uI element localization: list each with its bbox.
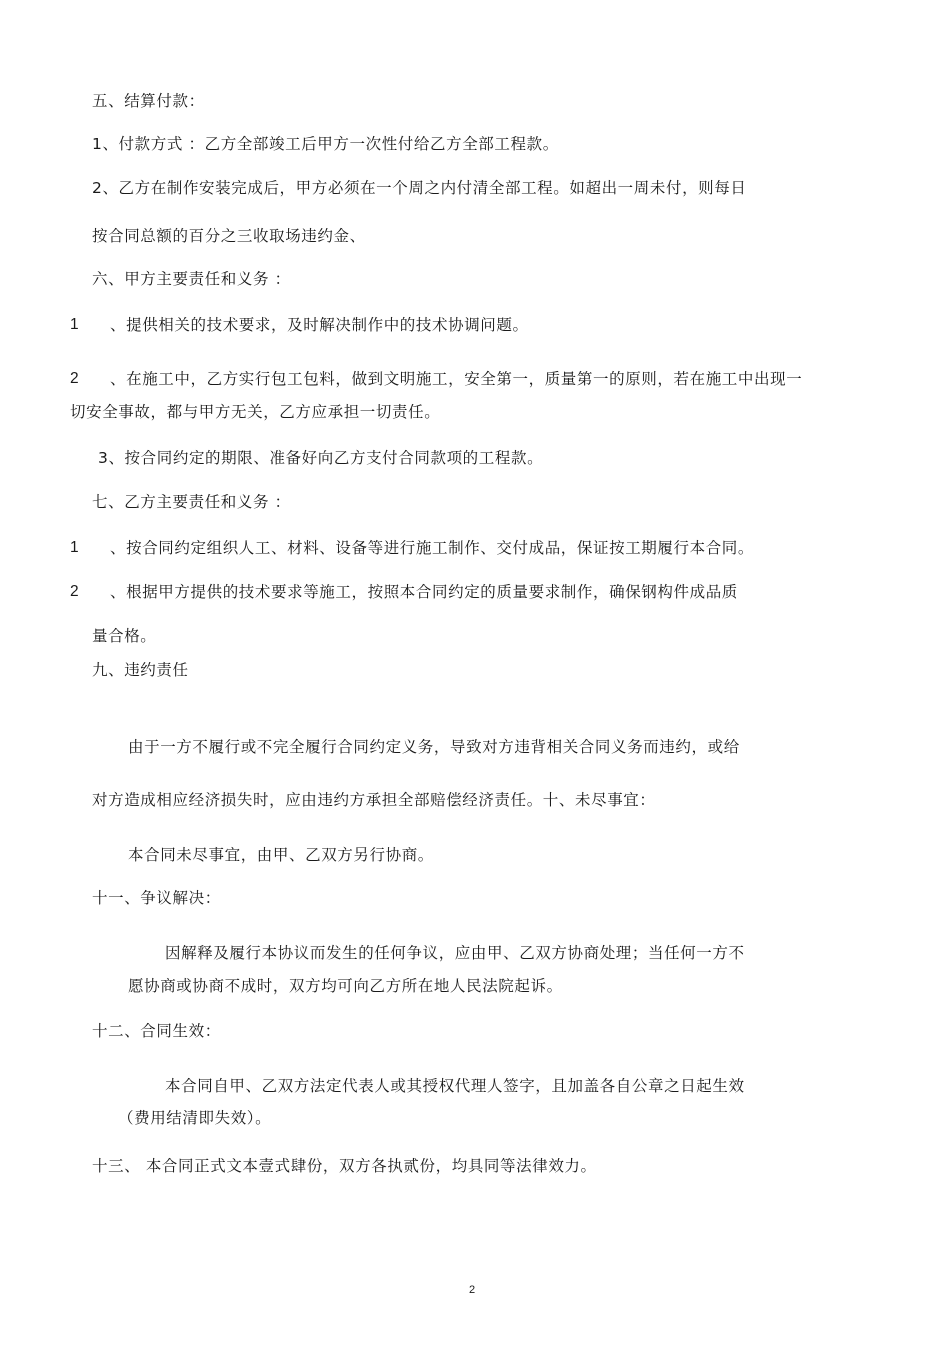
section-9-paragraph-line-1: 由于一方不履行或不完全履行合同约定义务，导致对方违背相关合同义务而违约，或给	[128, 738, 740, 756]
section-6-item-1-text: 、提供相关的技术要求，及时解决制作中的技术协调问题。	[110, 316, 529, 334]
section-11-paragraph-line-2: 愿协商或协商不成时，双方均可向乙方所在地人民法院起诉。	[128, 977, 563, 995]
section-11-paragraph-line-1: 因解释及履行本协议而发生的任何争议，应由甲、乙双方协商处理；当任何一方不	[165, 944, 745, 962]
section-11-heading: 十一、争议解决：	[92, 889, 221, 907]
section-12-paragraph-line-2: （费用结清即失效）。	[118, 1109, 272, 1127]
section-7-item-2-line-2: 量合格。	[92, 627, 157, 645]
section-13-line: 十三、 本合同正式文本壹式肆份，双方各执贰份，均具同等法律效力。	[92, 1157, 597, 1175]
section-7-item-1-number: 1	[70, 539, 79, 556]
section-12-heading: 十二、合同生效：	[92, 1022, 221, 1040]
section-10-paragraph: 本合同未尽事宜，由甲、乙双方另行协商。	[128, 846, 434, 864]
section-5-item-2-line-1: 2、乙方在制作安装完成后，甲方必须在一个周之内付清全部工程。如超出一周未付，则每日	[92, 179, 747, 197]
section-6-item-3: 3、按合同约定的期限、准备好向乙方支付合同款项的工程款。	[98, 449, 544, 467]
section-7-item-2-number: 2	[70, 583, 79, 600]
section-5-item-1: 1、付款方式 ：乙方全部竣工后甲方一次性付给乙方全部工程款。	[92, 135, 559, 153]
section-12-paragraph-line-1: 本合同自甲、乙双方法定代表人或其授权代理人签字，且加盖各自公章之日起生效	[165, 1077, 745, 1095]
page-number: 2	[469, 1284, 476, 1296]
section-6-heading: 六、甲方主要责任和义务 ：	[92, 270, 291, 288]
section-7-item-1-text: 、按合同约定组织人工、材料、设备等进行施工制作、交付成品，保证按工期履行本合同。	[110, 539, 755, 557]
section-6-item-2-number: 2	[70, 370, 79, 387]
section-6-item-2-line-2: 切安全事故，都与甲方无关，乙方应承担一切责任。	[70, 403, 441, 421]
section-7-heading: 七、乙方主要责任和义务 ：	[92, 493, 291, 511]
section-7-item-2-text: 、根据甲方提供的技术要求等施工，按照本合同约定的质量要求制作，确保钢构件成品质	[110, 583, 738, 601]
section-5-item-2-line-2: 按合同总额的百分之三收取场违约金、	[92, 227, 366, 245]
section-9-paragraph-line-2: 对方造成相应经济损失时，应由违约方承担全部赔偿经济责任。十、未尽事宜：	[92, 791, 656, 809]
section-6-item-1-number: 1	[70, 316, 79, 333]
section-9-heading: 九、违约责任	[92, 661, 189, 679]
section-5-heading: 五、结算付款：	[92, 92, 205, 110]
section-6-item-2-text: 、在施工中，乙方实行包工包料，做到文明施工，安全第一，质量第一的原则，若在施工中出现一	[110, 370, 803, 388]
